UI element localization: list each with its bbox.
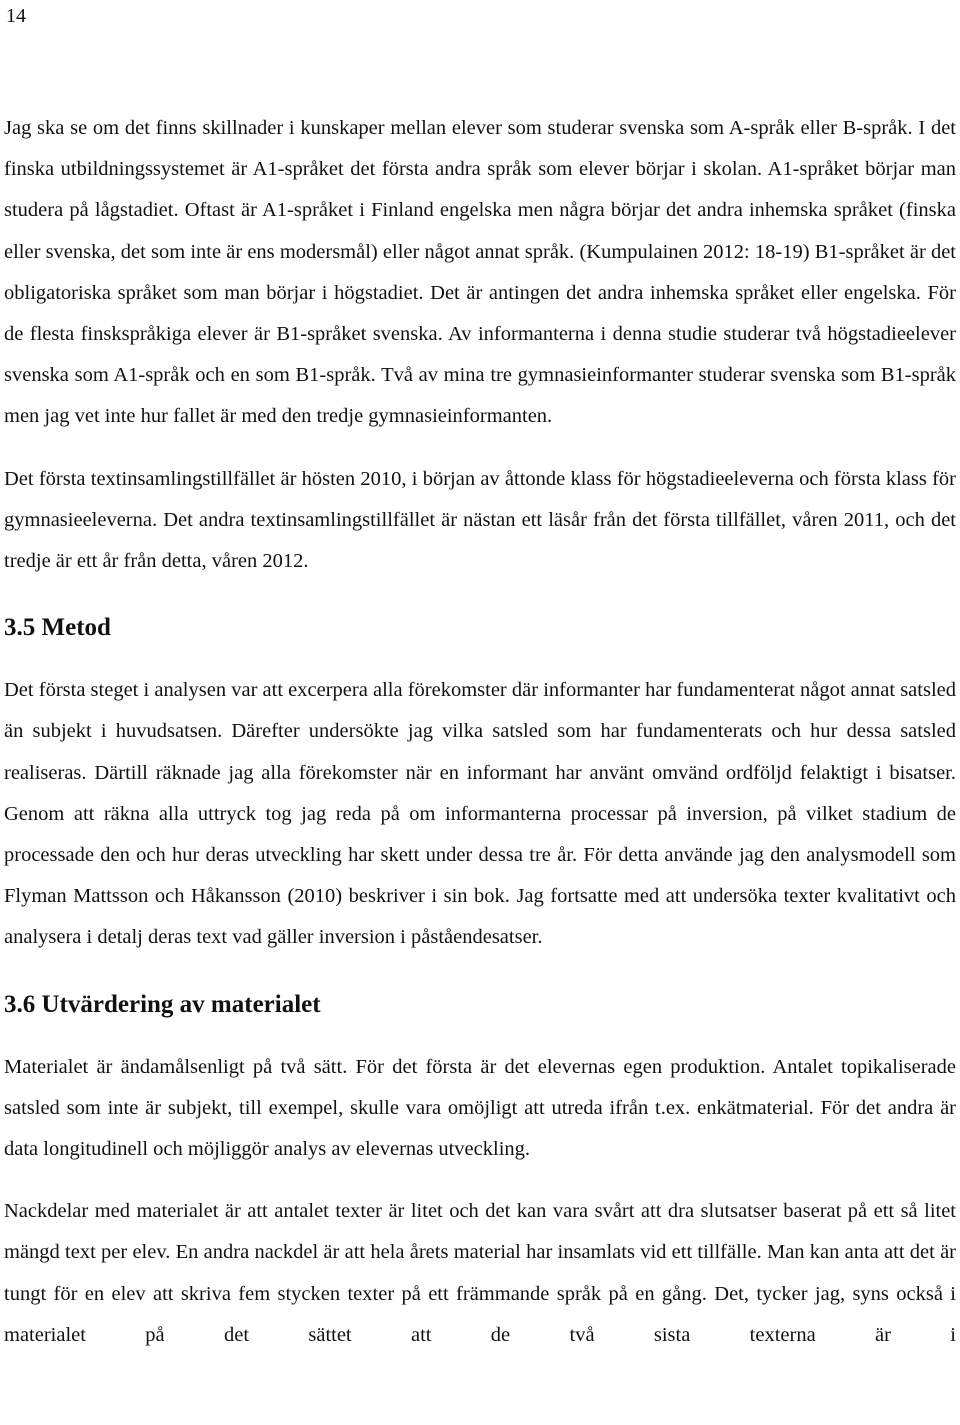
paragraph-collection-times: Det första textinsamlingstillfället är hösten 2010, i början av åttonde klass för högstadieeleverna och första klass för gymnasieeleverna. Det andra textinsamlingstillfället är nästan ett läsår från det första tillfället, våren 2011, och det tredje är ett år från detta, våren 2012. xyxy=(4,467,956,573)
paragraph-method: Det första steget i analysen var att excerpera alla förekomster där informanter har fundamenterat något annat satsled än subjekt i huvudsatsen. Därefter undersökte jag vilka satsled som har fundamenterats och hur dessa satsled realiseras. Därtill räknade jag alla förekomster när en informant har använt omvänd ordföljd felaktigt i bisatser. Genom att räkna alla uttryck tog jag reda på om informanterna processar på inversion, på vilket stadium de processade den och hur deras utveckling har skett under dessa tre år. För detta använde jag den analysmodell som Flyman Mattsson och Håkansson (2010) beskriver i sin bok. Jag fortsatte med att undersöka texter kvalitativt och analysera i detalj deras text vad gäller inversion i påståendesatser. xyxy=(4,679,956,949)
document-body xyxy=(4,108,956,1356)
paragraph-material-advantages: Materialet är ändamålsenligt på två sätt. För det första är det elevernas egen produktion. Antalet topikaliserade satsled som inte är subjekt, till exempel, skulle vara omöjligt att utreda ifrån t.ex. enkätmaterial. För det andra är data longitudinell och möjliggör analys av elevernas utveckling. xyxy=(4,1055,956,1161)
section-heading-utvardering: 3.6 Utvärdering av materialet xyxy=(4,990,321,1018)
paragraph-material-drawbacks: Nackdelar med materialet är att antalet texter är litet och det kan vara svårt att dra slutsatser baserat på ett så litet mängd text per elev. En andra nackdel är att hela årets material har insamlats vid ett tillfälle. Man kan anta att det är tungt för en elev att skriva fem stycken texter på ett främmande språk på en gång. Det, tycker jag, syns också i materialet på det sättet att de två sista texterna är i xyxy=(4,1200,956,1346)
paragraph-language-background: Jag ska se om det finns skillnader i kunskaper mellan elever som studerar svenska som A-språk eller B-språk. I det finska utbildningssystemet är A1-språket det första andra språk som elever börjar i skolan. A1-språket börjar man studera på lågstadiet. Oftast är A1-språket i Finland engelska men några börjar det andra inhemska språket (finska eller svenska, det som inte är ens modersmål) eller något annat språk. (Kumpulainen 2012: 18-19) B1-språket är det obligatoriska språket som man börjar i högstadiet. Det är antingen det andra inhemska språket eller engelska. För de flesta finskspråkiga elever är B1-språket svenska. Av informanterna i denna studie studerar två högstadieelever svenska som A1-språk och en som B1-språk. Två av mina tre gymnasieinformanter studerar svenska som B1-språk men jag vet inte hur fallet är med den tredje gymnasieinformanten. xyxy=(4,117,956,428)
section-heading-metod: 3.5 Metod xyxy=(4,614,111,642)
page-number: 14 xyxy=(6,5,26,27)
